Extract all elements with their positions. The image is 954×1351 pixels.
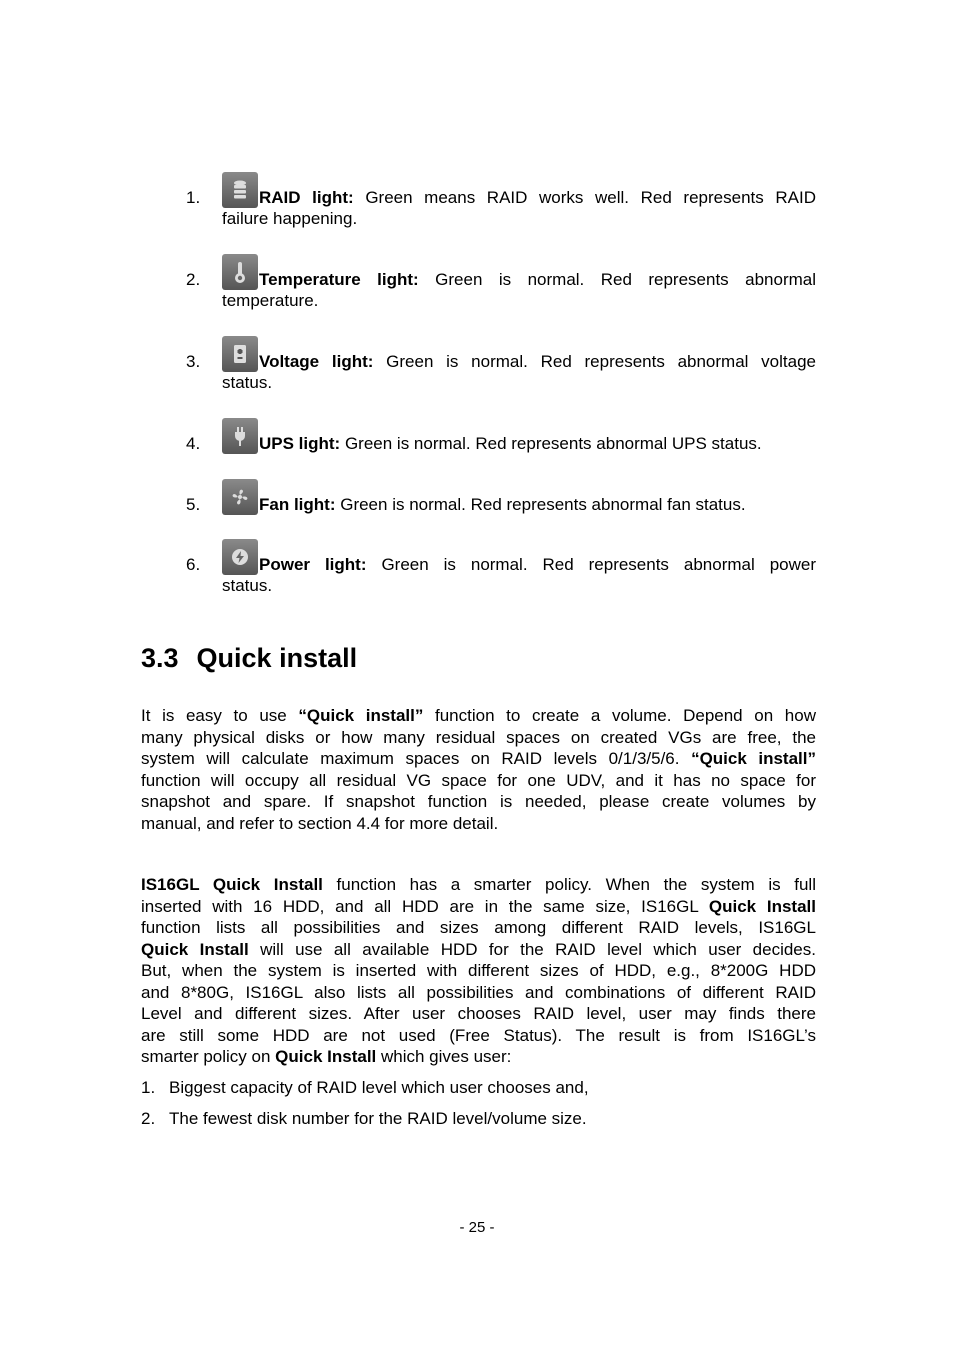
- light-title: RAID light:: [259, 188, 354, 207]
- light-text-continued: temperature.: [222, 291, 319, 310]
- light-description: [259, 352, 816, 372]
- light-title: Fan light:: [259, 495, 336, 514]
- list-number: 6.: [186, 555, 201, 574]
- light-description: [259, 555, 816, 575]
- list-item-text: The fewest disk number for the RAID level/volume size.: [169, 1109, 587, 1128]
- text-run-bold: Quick Install: [141, 939, 249, 959]
- light-text: Green means RAID works well. Red represents RAID: [365, 188, 816, 207]
- light-text: Green is normal. Red represents abnormal: [435, 270, 817, 289]
- policy-paragraph: [141, 874, 816, 1068]
- light-text: Green is normal. Red represents abnormal power: [381, 555, 816, 574]
- light-text-continued: failure happening.: [222, 209, 358, 228]
- temperature-icon: [222, 254, 258, 290]
- list-number: 1.: [186, 188, 201, 207]
- list-number: 4.: [186, 434, 201, 453]
- paragraph-line: function lists all possibilities and sizes among different RAID levels, IS16GL: [141, 918, 816, 937]
- paragraph-line: and 8*80G, IS16GL also lists all possibilities and combinations of different RAID: [141, 982, 816, 1002]
- text-run: which gives user:: [376, 1047, 512, 1066]
- light-description: [259, 270, 816, 290]
- benefits-list: [141, 1077, 816, 1139]
- list-number: 5.: [186, 495, 201, 514]
- light-title: Temperature light:: [259, 270, 419, 289]
- text-run-bold: “Quick install”: [691, 749, 816, 768]
- light-title: Voltage light:: [259, 352, 374, 371]
- light-title: UPS light:: [259, 434, 341, 453]
- list-item: [141, 1077, 816, 1108]
- light-description: [259, 188, 816, 208]
- paragraph-line: Level and different sizes. After user chooses RAID level, user may finds there: [141, 1004, 816, 1023]
- text-run: inserted with 16 HDD, and all HDD are in the same size, IS16GL: [141, 896, 709, 916]
- light-text: Green is normal. Red represents abnormal fan status.: [340, 495, 746, 514]
- paragraph-line: many physical disks or how many residual spaces on created VGs are free, the: [141, 727, 816, 747]
- section-title: Quick install: [196, 643, 358, 673]
- text-run: function to create a volume. Depend on how: [423, 706, 816, 725]
- light-text-continued: status.: [222, 576, 273, 595]
- list-number: 2.: [141, 1109, 156, 1128]
- fan-icon: [222, 479, 258, 515]
- text-run: function has a smarter policy. When the system is full: [322, 875, 816, 894]
- paragraph-line: manual, and refer to section 4.4 for more detail.: [141, 813, 499, 833]
- text-run: smarter policy on: [141, 1047, 276, 1066]
- text-run-bold: IS16GL Quick Install: [141, 875, 323, 894]
- intro-paragraph: [141, 705, 816, 834]
- ups-icon: [222, 418, 258, 454]
- power-icon: [222, 539, 258, 575]
- text-run: It is easy to use: [141, 706, 299, 725]
- paragraph-line: function will occupy all residual VG space for one UDV, and it has no space for: [141, 770, 816, 790]
- section-number: 3.3: [141, 643, 179, 673]
- raid-icon: [222, 172, 258, 208]
- list-number: 3.: [186, 352, 201, 371]
- page-number: - 25 -: [459, 1219, 495, 1236]
- text-run-bold: Quick Install: [708, 896, 816, 916]
- section-heading: [141, 641, 357, 675]
- light-text: Green is normal. Red represents abnormal UPS status.: [344, 434, 762, 453]
- text-run: system will calculate maximum spaces on RAID levels 0/1/3/5/6.: [141, 749, 692, 768]
- light-text: Green is normal. Red represents abnormal voltage: [386, 352, 816, 371]
- list-number: 1.: [141, 1078, 156, 1097]
- light-description: [259, 495, 816, 515]
- paragraph-line: snapshot and spare. If snapshot function is needed, please create volumes by: [141, 792, 816, 811]
- list-item-text: Biggest capacity of RAID level which user chooses and,: [169, 1078, 589, 1097]
- voltage-icon: [222, 336, 258, 372]
- list-item: [141, 1108, 816, 1139]
- list-number: 2.: [186, 270, 201, 289]
- text-run: will use all available HDD for the RAID level which user decides.: [248, 939, 816, 959]
- text-run-bold: “Quick install”: [298, 706, 424, 725]
- light-text-continued: status.: [222, 373, 273, 392]
- paragraph-line: are still some HDD are not used (Free Status). The result is from IS16GL’s: [141, 1025, 816, 1045]
- light-title: Power light:: [259, 555, 367, 574]
- light-description: [259, 434, 816, 454]
- text-run-bold: Quick Install: [275, 1047, 377, 1066]
- paragraph-line: But, when the system is inserted with different sizes of HDD, e.g., 8*200G HDD: [141, 961, 816, 980]
